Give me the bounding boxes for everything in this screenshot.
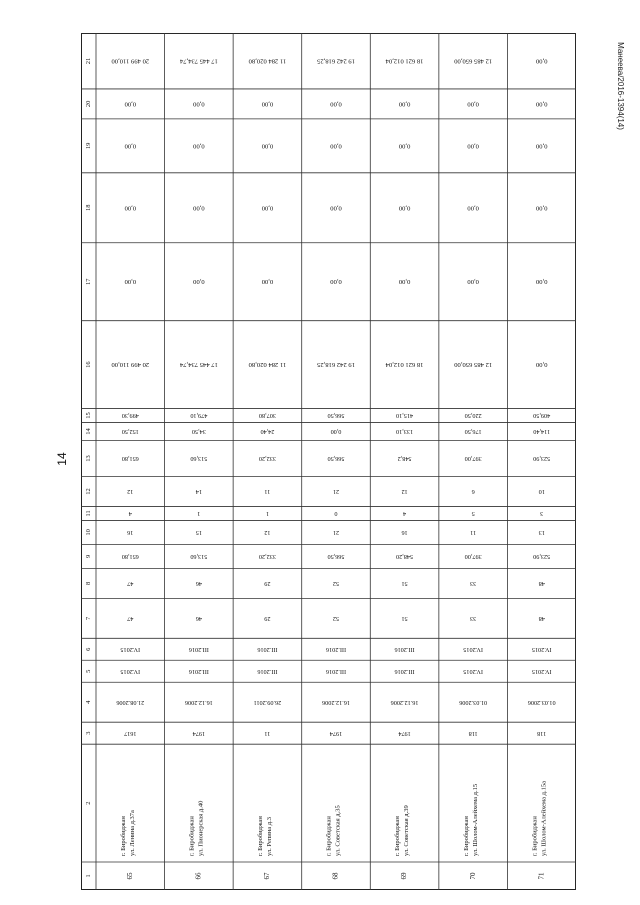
- svg-text:г. Биробиджан: г. Биробиджан: [188, 816, 196, 857]
- table-cell: 307,80: [258, 412, 276, 420]
- table-cell: 479,10: [190, 412, 208, 420]
- table-cell: 34,50: [191, 428, 206, 436]
- column-header: 1: [84, 874, 92, 878]
- table-cell: 5: [471, 510, 475, 518]
- table-cell: 26.09.2011: [253, 698, 282, 706]
- table-cell: 1974: [192, 729, 206, 737]
- table-cell: 0,00: [124, 100, 137, 108]
- table-cell: 176,50: [464, 428, 482, 436]
- table-cell: 16: [127, 528, 134, 536]
- column-header: 7: [84, 616, 92, 620]
- table-cell: 548,2: [397, 455, 412, 463]
- table-cell: 29: [264, 579, 271, 587]
- column-header: 21: [84, 57, 92, 65]
- table-cell: 0,00: [193, 100, 205, 108]
- table-cell: 11: [264, 729, 271, 737]
- table-cell: 133,10: [396, 428, 414, 436]
- table-cell: 548,20: [396, 552, 414, 560]
- table-cell: 523,90: [533, 455, 551, 463]
- table-cell: 52: [332, 579, 340, 587]
- table-cell: 566,50: [327, 412, 345, 420]
- table-cell: 0,00: [124, 142, 137, 150]
- table-cell: 0,00: [261, 204, 274, 212]
- table-cell: [394, 805, 410, 856]
- table-cell: 0,00: [261, 278, 274, 286]
- table-cell: 19 242 618,25: [317, 57, 355, 65]
- table-cell: 12 485 650,00: [454, 361, 493, 369]
- table-cell: 48: [538, 614, 545, 622]
- table-cell: [188, 801, 204, 856]
- table-cell: 415,10: [396, 412, 414, 420]
- column-header: 6: [84, 647, 92, 651]
- table-cell: 16.12.2006: [322, 698, 350, 706]
- table-cell: 0,00: [330, 428, 342, 436]
- table-cell: IV.2015: [120, 667, 141, 675]
- table-cell: III.2016: [188, 667, 209, 675]
- table-cell: 0,00: [193, 142, 205, 150]
- table-cell: 67: [263, 872, 272, 880]
- table-cell: 18 621 012,04: [385, 361, 424, 369]
- table-cell: III.2016: [188, 645, 209, 653]
- table-cell: 0,00: [467, 142, 479, 150]
- table-cell: 0,00: [398, 142, 411, 150]
- document-reference: Манеева/2016-1394(14): [616, 42, 625, 130]
- table-cell: 513,60: [190, 552, 208, 560]
- table-cell: 46: [195, 579, 202, 587]
- table-cell: 13: [538, 528, 545, 536]
- table-cell: 0,00: [535, 204, 548, 212]
- svg-text:г. Биробиджан: г. Биробиджан: [325, 816, 333, 857]
- table-cell: 0,00: [535, 57, 548, 65]
- table-cell: 46: [195, 614, 202, 622]
- table-cell: 118: [468, 729, 478, 737]
- table-cell: III.2016: [325, 667, 347, 675]
- table-cell: 651,80: [121, 552, 139, 560]
- table-cell: IV.2015: [463, 645, 483, 653]
- table-cell: 47: [127, 579, 134, 587]
- table-cell: 20 499 110,00: [111, 361, 150, 369]
- table-cell: 1: [265, 510, 269, 518]
- table-cell: 0,00: [261, 142, 274, 150]
- column-header: 12: [84, 488, 92, 495]
- table-cell: 17 445 734,74: [179, 361, 218, 369]
- table-cell: 20 499 110,00: [111, 57, 150, 65]
- table-cell: 0,00: [467, 204, 479, 212]
- table-cell: [120, 810, 136, 856]
- table-cell: 0,00: [330, 100, 342, 108]
- table-cell: 66: [194, 872, 203, 880]
- table-cell: 0,00: [398, 204, 411, 212]
- table-cell: 71: [537, 872, 546, 880]
- svg-text:г. Биробиджан: г. Биробиджан: [257, 816, 265, 857]
- table-cell: 11: [264, 488, 271, 496]
- table-cell: 0,00: [193, 278, 205, 286]
- table-cell: 523,90: [533, 552, 551, 560]
- table-cell: III.2016: [257, 667, 278, 675]
- table-cell: 16.12.2006: [184, 698, 213, 706]
- data-table: [81, 33, 576, 890]
- table-cell: 513,60: [190, 455, 208, 463]
- svg-text:ул. Ленина д.37а: ул. Ленина д.37а: [128, 810, 136, 857]
- table-cell: 19 242 618,25: [317, 361, 355, 369]
- table-cell: 1617: [124, 729, 137, 737]
- table-cell: 24,40: [260, 428, 275, 436]
- table-cell: 12: [127, 488, 134, 496]
- column-header: 9: [84, 554, 92, 559]
- table-cell: III.2016: [394, 667, 415, 675]
- table-cell: 0,00: [535, 361, 548, 369]
- table-cell: 11 284 020,80: [248, 361, 287, 369]
- table-cell: 12: [264, 528, 271, 536]
- svg-text:ул. Шолом-Алейхема д.15: ул. Шолом-Алейхема д.15: [471, 783, 479, 857]
- table-cell: 0,00: [535, 100, 548, 108]
- table-cell: 220,50: [464, 412, 482, 420]
- table-cell: 33: [470, 579, 477, 587]
- table-cell: 0,00: [124, 278, 137, 286]
- svg-text:ул. Пионерская д.40: ул. Пионерская д.40: [197, 800, 205, 857]
- table-cell: [326, 805, 342, 856]
- column-header: 11: [84, 510, 92, 517]
- svg-text:ул. Советская д.35: ул. Советская д.35: [334, 805, 342, 857]
- table-cell: 52: [332, 614, 340, 622]
- column-header: 18: [84, 204, 92, 212]
- table-cell: 01.03.2006: [527, 698, 556, 706]
- table-cell: 21: [332, 528, 340, 536]
- svg-text:г. Биробиджан: г. Биробиджан: [531, 816, 539, 857]
- table-cell: 0,00: [398, 100, 411, 108]
- table-cell: IV.2015: [531, 645, 552, 653]
- table-cell: [463, 784, 479, 856]
- table-cell: 0,00: [124, 204, 137, 212]
- column-header: 2: [84, 801, 92, 805]
- table-cell: 15: [195, 528, 202, 536]
- table-cell: [257, 816, 273, 856]
- table-grid: [81, 33, 576, 890]
- table-cell: 69: [400, 872, 409, 880]
- table-cell: 18 621 012,04: [385, 57, 424, 65]
- table-cell: IV.2015: [120, 645, 141, 653]
- table-cell: IV.2015: [531, 667, 552, 675]
- table-cell: 33: [470, 614, 477, 622]
- column-header: 8: [84, 581, 92, 585]
- column-header: 17: [84, 278, 92, 285]
- table-cell: 114,40: [533, 428, 551, 436]
- svg-text:г. Биробиджан: г. Биробиджан: [462, 816, 470, 857]
- table-cell: 17 445 734,74: [179, 57, 218, 65]
- table-cell: 48: [538, 579, 545, 587]
- table-cell: 397,00: [464, 455, 482, 463]
- table-cell: 11: [470, 528, 477, 536]
- column-header: 15: [84, 412, 92, 419]
- table-cell: 1: [197, 510, 201, 518]
- table-cell: 0,00: [330, 278, 342, 286]
- table-cell: 0,00: [330, 204, 342, 212]
- column-header: 10: [84, 529, 92, 536]
- table-cell: 12 485 650,00: [454, 57, 493, 65]
- column-header: 16: [84, 361, 92, 368]
- column-header: 5: [84, 669, 92, 673]
- table-cell: 51: [401, 614, 408, 622]
- table-cell: 29: [264, 614, 271, 622]
- column-header: 19: [84, 142, 92, 150]
- table-cell: 21.08.2006: [116, 698, 145, 706]
- column-header: 14: [84, 428, 92, 435]
- table-cell: 47: [127, 614, 134, 622]
- table-cell: 16.12.2006: [390, 698, 419, 706]
- svg-text:г. Биробиджан: г. Биробиджан: [394, 816, 402, 857]
- table-cell: 10: [538, 488, 545, 496]
- table-cell: 566,50: [327, 552, 345, 560]
- table-cell: III.2016: [325, 645, 347, 653]
- table-cell: 0: [334, 510, 338, 518]
- column-header: 20: [84, 100, 92, 108]
- column-header: 13: [84, 455, 92, 462]
- table-cell: 409,50: [533, 412, 551, 420]
- table-cell: 65: [125, 872, 134, 880]
- table-cell: 0,00: [330, 142, 342, 150]
- table-cell: 01.03.2006: [459, 698, 488, 706]
- table-cell: III.2016: [257, 645, 278, 653]
- table-cell: 0,00: [535, 142, 548, 150]
- table-cell: IV.2015: [463, 667, 483, 675]
- svg-text:ул. Шолом-Алейхема д.15а: ул. Шолом-Алейхема д.15а: [540, 781, 548, 857]
- table-cell: 70: [468, 872, 477, 880]
- table-cell: 0,00: [467, 100, 479, 108]
- svg-text:ул. Репина д.3: ул. Репина д.3: [266, 817, 274, 857]
- table-cell: 3: [540, 510, 544, 518]
- table-cell: 21: [332, 488, 340, 496]
- table-cell: 397,00: [464, 552, 482, 560]
- table-cell: [531, 781, 547, 856]
- column-header: 4: [84, 700, 92, 704]
- table-cell: 51: [401, 579, 408, 587]
- page-number: 14: [55, 452, 69, 466]
- table-cell: 332,20: [258, 552, 276, 560]
- table-cell: 566,50: [327, 455, 345, 463]
- table-cell: 6: [471, 488, 475, 496]
- table-cell: 118: [537, 729, 547, 737]
- table-cell: 0,00: [467, 278, 479, 286]
- table-cell: 0,00: [535, 278, 548, 286]
- table-cell: 11 284 020,80: [248, 57, 287, 65]
- table-cell: 68: [331, 872, 340, 880]
- table-cell: 152,50: [121, 428, 139, 436]
- table-cell: 14: [195, 488, 202, 496]
- table-cell: 12: [401, 488, 408, 496]
- table-cell: 332,20: [258, 455, 276, 463]
- table-cell: 499,30: [121, 412, 139, 420]
- table-cell: 1974: [329, 729, 343, 737]
- table-cell: 4: [403, 510, 407, 518]
- table-cell: 1974: [398, 729, 411, 737]
- table-cell: 16: [401, 528, 408, 536]
- table-cell: III.2016: [394, 645, 415, 653]
- table-cell: 0,00: [193, 204, 205, 212]
- table-cell: 0,00: [398, 278, 411, 286]
- svg-text:ул. Советская д.39: ул. Советская д.39: [403, 805, 411, 857]
- table-cell: 4: [128, 510, 132, 518]
- svg-text:г. Биробиджан: г. Биробиджан: [119, 816, 127, 857]
- table-cell: 0,00: [261, 100, 274, 108]
- table-cell: 651,80: [121, 455, 139, 463]
- column-header: 3: [84, 731, 92, 735]
